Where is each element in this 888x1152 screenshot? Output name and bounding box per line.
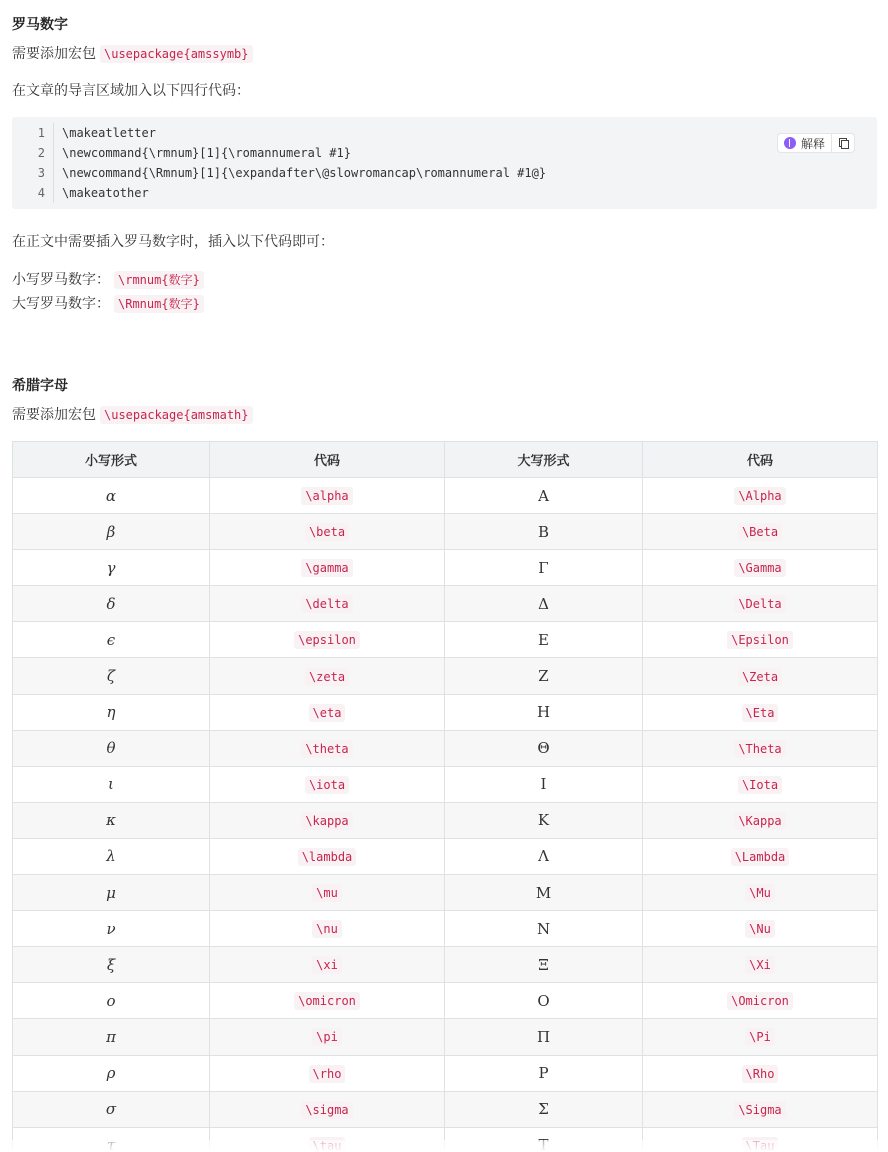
code-toolbar (777, 133, 855, 153)
table-cell (210, 622, 445, 658)
table-header-row (13, 442, 878, 478)
table-cell (445, 1055, 643, 1091)
uppercase-symbol: Ξ (538, 955, 549, 974)
uppercase-code: \Nu (745, 920, 775, 938)
roman-lower-line (12, 269, 204, 290)
lowercase-code: \theta (301, 740, 352, 758)
code-line (12, 183, 877, 203)
lowercase-symbol: ο (106, 991, 116, 1010)
roman-lower-code: \rmnum{数字} (114, 271, 204, 289)
table-row (13, 983, 878, 1019)
table-row (13, 766, 878, 802)
table-cell (643, 947, 878, 983)
lowercase-symbol: ν (106, 919, 116, 938)
uppercase-symbol: Μ (535, 883, 552, 902)
lowercase-symbol: κ (106, 811, 116, 830)
table-cell (643, 478, 878, 514)
table-cell (210, 875, 445, 911)
lowercase-symbol: α (105, 486, 117, 505)
uppercase-symbol: Λ (538, 847, 549, 866)
explain-button[interactable] (778, 134, 832, 152)
code-text: \newcommand{\rmnum}[1]{\romannumeral #1} (62, 146, 351, 160)
table-cell (445, 586, 643, 622)
table-cell (210, 838, 445, 874)
table-row (13, 838, 878, 874)
lowercase-symbol: ι (108, 775, 114, 794)
table-cell (445, 550, 643, 586)
code-lines (12, 123, 877, 203)
lowercase-code: \kappa (301, 812, 352, 830)
table-cell (643, 730, 878, 766)
line-number: 2 (12, 143, 54, 163)
uppercase-code: \Delta (734, 595, 785, 613)
table-cell (643, 586, 878, 622)
roman-lower-label: 小写罗马数字： (12, 271, 110, 287)
table-cell (210, 911, 445, 947)
greek-package-line (12, 404, 253, 425)
roman-package-code: \usepackage{amssymb} (100, 45, 253, 63)
table-cell (210, 1055, 445, 1091)
table-row (13, 550, 878, 586)
uppercase-code: \Kappa (734, 812, 785, 830)
table-cell (445, 694, 643, 730)
lowercase-code: \eta (309, 704, 346, 722)
uppercase-code: \Rho (742, 1065, 779, 1083)
table-cell (445, 1019, 643, 1055)
section-heading-greek: 希腊字母 (12, 377, 68, 393)
lowercase-symbol: β (106, 522, 116, 541)
uppercase-code: \Beta (738, 523, 782, 541)
roman-package-text: 需要添加宏包 (12, 45, 96, 61)
table-cell (643, 875, 878, 911)
uppercase-symbol: Ρ (538, 1064, 549, 1083)
lowercase-symbol: ξ (106, 955, 116, 974)
lowercase-code: \sigma (301, 1101, 352, 1119)
uppercase-code: \Epsilon (727, 631, 793, 649)
table-cell (643, 766, 878, 802)
table-cell (210, 694, 445, 730)
table-cell (643, 658, 878, 694)
table-cell (445, 875, 643, 911)
uppercase-code: \Theta (734, 740, 785, 758)
code-line (12, 163, 877, 183)
line-number: 3 (12, 163, 54, 183)
table-cell (643, 802, 878, 838)
uppercase-symbol: Σ (538, 1100, 549, 1119)
table-cell (13, 1055, 210, 1091)
table-row (13, 1055, 878, 1091)
table-cell (643, 694, 878, 730)
greek-package-code: \usepackage{amsmath} (100, 406, 253, 424)
table-cell (13, 694, 210, 730)
lowercase-symbol: ϵ (106, 630, 116, 649)
table-cell (13, 802, 210, 838)
lowercase-code: \xi (312, 956, 342, 974)
header-uppercase: 大写形式 (445, 442, 643, 478)
lowercase-code: \lambda (298, 848, 357, 866)
roman-upper-line (12, 293, 204, 314)
lowercase-code: \alpha (301, 487, 352, 505)
table-cell (13, 983, 210, 1019)
bottom-fade (0, 1140, 888, 1152)
uppercase-symbol: Δ (538, 594, 549, 613)
table-row (13, 658, 878, 694)
table-cell (210, 478, 445, 514)
table-cell (445, 911, 643, 947)
roman-body-text: 在正文中需要插入罗马数字时，插入以下代码即可： (12, 233, 334, 249)
lowercase-symbol: γ (106, 558, 116, 577)
table-cell (13, 658, 210, 694)
table-row (13, 947, 878, 983)
table-cell (445, 730, 643, 766)
table-cell (13, 838, 210, 874)
table-cell (210, 947, 445, 983)
table-cell (445, 1091, 643, 1127)
table-cell (445, 514, 643, 550)
table-cell (13, 1091, 210, 1127)
lowercase-symbol: π (106, 1027, 116, 1046)
table-cell (210, 983, 445, 1019)
uppercase-code: \Mu (745, 884, 775, 902)
uppercase-code: \Alpha (734, 487, 785, 505)
code-line (12, 143, 877, 163)
uppercase-code: \Sigma (734, 1101, 785, 1119)
roman-upper-label: 大写罗马数字： (12, 295, 110, 311)
uppercase-symbol: Α (538, 486, 549, 505)
uppercase-code: \Eta (742, 704, 779, 722)
table-cell (643, 622, 878, 658)
uppercase-symbol: Π (536, 1027, 551, 1046)
line-number: 4 (12, 183, 54, 203)
table-row (13, 875, 878, 911)
header-code-upper: 代码 (643, 442, 878, 478)
uppercase-symbol: Η (536, 703, 551, 722)
table-cell (13, 550, 210, 586)
table-cell (643, 1055, 878, 1091)
table-cell (445, 947, 643, 983)
table-row (13, 586, 878, 622)
table-cell (445, 478, 643, 514)
table-cell (445, 802, 643, 838)
table-cell (13, 514, 210, 550)
table-row (13, 514, 878, 550)
table-cell (13, 766, 210, 802)
table-cell (643, 514, 878, 550)
greek-letters-table (12, 441, 878, 1152)
lowercase-code: \epsilon (294, 631, 360, 649)
lowercase-symbol: δ (106, 594, 116, 613)
table-cell (13, 586, 210, 622)
table-cell (445, 658, 643, 694)
uppercase-code: \Xi (745, 956, 775, 974)
table-row (13, 730, 878, 766)
table-cell (643, 550, 878, 586)
greek-package-text: 需要添加宏包 (12, 406, 96, 422)
uppercase-symbol: Ε (538, 630, 549, 649)
code-line (12, 123, 877, 143)
lowercase-code: \beta (305, 523, 349, 541)
table-row (13, 1019, 878, 1055)
table-row (13, 622, 878, 658)
code-text: \makeatletter (62, 126, 156, 140)
lowercase-symbol: λ (106, 847, 116, 866)
uppercase-symbol: Γ (538, 558, 549, 577)
lowercase-code: \rho (309, 1065, 346, 1083)
lowercase-symbol: ρ (106, 1064, 116, 1083)
uppercase-symbol: Ι (540, 775, 547, 794)
table-cell (643, 911, 878, 947)
table-cell (445, 983, 643, 1019)
table-cell (210, 550, 445, 586)
table-cell (210, 802, 445, 838)
lowercase-code: \gamma (301, 559, 352, 577)
table-cell (643, 983, 878, 1019)
header-lowercase: 小写形式 (13, 442, 210, 478)
lowercase-code: \omicron (294, 992, 360, 1010)
uppercase-symbol: Θ (537, 739, 550, 758)
lowercase-code: \zeta (305, 668, 349, 686)
table-cell (13, 947, 210, 983)
table-cell (643, 1091, 878, 1127)
table-cell (13, 1019, 210, 1055)
uppercase-code: \Iota (738, 776, 782, 794)
table-cell (210, 730, 445, 766)
table-row (13, 802, 878, 838)
lowercase-code: \mu (312, 884, 342, 902)
lowercase-symbol: σ (105, 1100, 117, 1119)
table-cell (210, 586, 445, 622)
greek-table-wrapper (12, 441, 878, 1152)
table-cell (13, 478, 210, 514)
uppercase-code: \Lambda (731, 848, 790, 866)
table-cell (643, 838, 878, 874)
greek-table-body (13, 478, 878, 1152)
lowercase-code: \nu (312, 920, 342, 938)
roman-upper-code: \Rmnum{数字} (114, 295, 204, 313)
table-row (13, 694, 878, 730)
lowercase-code: \delta (301, 595, 352, 613)
roman-package-line (12, 43, 253, 64)
table-cell (445, 766, 643, 802)
lowercase-symbol: μ (106, 883, 116, 902)
uppercase-symbol: Ο (537, 991, 550, 1010)
uppercase-code: \Zeta (738, 668, 782, 686)
roman-preamble-text: 在文章的导言区域加入以下四行代码： (12, 82, 250, 98)
explain-label: 解释 (800, 136, 825, 151)
brain-icon (784, 137, 796, 149)
lowercase-symbol: θ (106, 739, 116, 758)
table-cell (210, 1019, 445, 1055)
code-block (12, 117, 877, 209)
uppercase-symbol: Κ (537, 811, 550, 830)
table-cell (643, 1019, 878, 1055)
uppercase-symbol: Ν (536, 919, 551, 938)
table-row (13, 1091, 878, 1127)
uppercase-symbol: Ζ (538, 667, 549, 686)
table-cell (13, 911, 210, 947)
table-cell (13, 730, 210, 766)
code-text: \makeatother (62, 186, 149, 200)
code-text: \newcommand{\Rmnum}[1]{\expandafter\@slowromancap\romannumeral #1@} (62, 166, 547, 180)
table-cell (210, 1091, 445, 1127)
lowercase-symbol: η (106, 703, 116, 722)
line-number: 1 (12, 123, 54, 143)
section-heading-roman: 罗马数字 (12, 16, 68, 32)
table-cell (445, 838, 643, 874)
table-row (13, 478, 878, 514)
table-cell (13, 875, 210, 911)
uppercase-code: \Gamma (734, 559, 785, 577)
uppercase-code: \Pi (745, 1028, 775, 1046)
header-code-lower: 代码 (210, 442, 445, 478)
uppercase-code: \Omicron (727, 992, 793, 1010)
table-cell (210, 514, 445, 550)
uppercase-symbol: Β (537, 522, 550, 541)
table-cell (210, 766, 445, 802)
lowercase-code: \pi (312, 1028, 342, 1046)
table-cell (210, 658, 445, 694)
table-cell (445, 622, 643, 658)
table-cell (13, 622, 210, 658)
copy-icon[interactable] (832, 134, 854, 152)
table-row (13, 911, 878, 947)
lowercase-symbol: ζ (106, 667, 116, 686)
lowercase-code: \iota (305, 776, 349, 794)
